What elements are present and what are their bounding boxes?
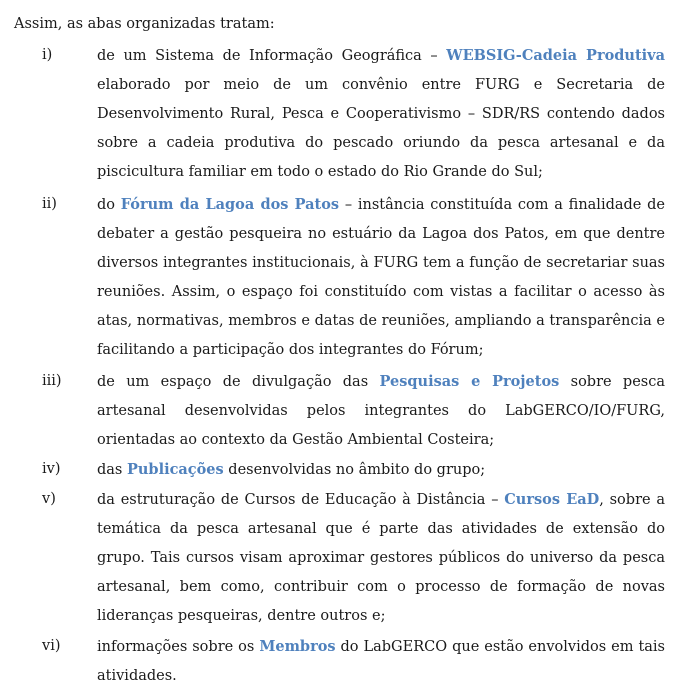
list-item-number: iii)	[42, 373, 62, 389]
list-item-number: iv)	[42, 461, 61, 477]
list-item-number: ii)	[42, 196, 57, 212]
publicacoes-link[interactable]: Publicações	[126, 461, 224, 478]
list-item-text: das Publicações desenvolvidas no âmbito do grupo;	[97, 461, 486, 478]
list-item-text: de um Sistema de Informação Geográfica – WEBSIG-Cadeia Produtiva elaborado por meio de um convênio entre FURG e Secretaria de Desenvolvimento Rural, Pesca e Cooperativismo – SDR/RS contendo dados sobre a cadeia produtiva do pescado oriundo da pesca artesanal e da piscicultura familiar em todo o estado do Rio Grande do Sul;	[97, 47, 665, 180]
membros-link[interactable]: Membros	[259, 638, 336, 655]
list-item-text: de um espaço de divulgação das Pesquisas e Projetos sobre pesca artesanal desenvolvidas pelos integrantes do LabGERCO/IO/FURG, orientadas ao contexto da Gestão Ambiental Costeira;	[97, 373, 665, 448]
websig-link[interactable]: WEBSIG-Cadeia Produtiva	[446, 47, 665, 64]
list-item-number: v)	[42, 491, 56, 507]
list-item-text: da estruturação de Cursos de Educação à Distância – Cursos EaD, sobre a temática da pesca artesanal que é parte das atividades de extensão do grupo. Tais cursos visam aproximar gestores públicos do universo da pesca artesanal, bem como, contribuir com o processo de formação de novas lideranças pesqueiras, dentre outros e;	[97, 491, 666, 624]
list-item-number: vi)	[42, 638, 61, 654]
pesquisas-link[interactable]: Pesquisas e Projetos	[379, 373, 560, 390]
cursos-ead-link[interactable]: Cursos EaD	[504, 491, 600, 508]
list-item-text: informações sobre os Membros do LabGERCO que estão envolvidos em tais atividades.	[97, 638, 665, 684]
intro-paragraph: Assim, as abas organizadas tratam:	[14, 16, 275, 32]
forum-link[interactable]: Fórum da Lagoa dos Patos	[120, 196, 340, 213]
list-item-text: do Fórum da Lagoa dos Patos – instância constituída com a finalidade de debater a gestão pesqueira no estuário da Lagoa dos Patos, em que dentre diversos integrantes institucionais, à FURG tem a função de secretariar suas reuniões. Assim, o espaço foi constituído com vistas a facilitar o acesso às atas, normativas, membros e datas de reuniões, ampliando a transparência e facilitando a participação dos integrantes do Fórum;	[97, 196, 666, 358]
list-item-number: i)	[42, 47, 53, 63]
